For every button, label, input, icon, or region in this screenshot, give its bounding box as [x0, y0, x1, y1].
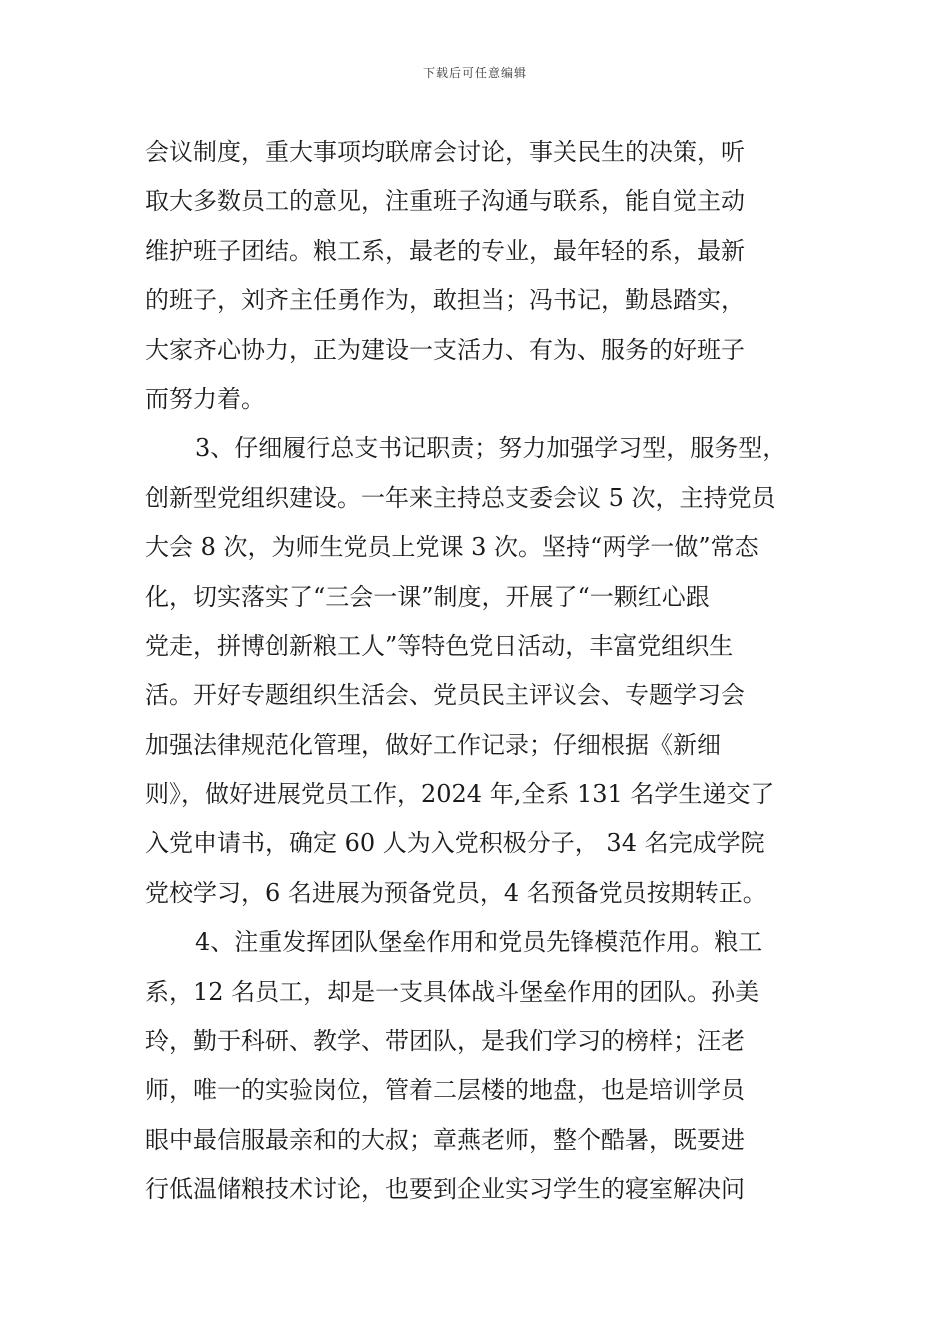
text-line: 党走，拼博创新粮工人”等特色党日活动，丰富党组织生	[145, 631, 734, 660]
text-line: 的班子，刘齐主任勇作为，敢担当；冯书记，勤恳踏实，	[145, 286, 745, 315]
text-line: 化，切实落实了“三会一课”制度，开展了“一颗红心跟	[145, 582, 710, 611]
text-line: 党校学习，6 名进展为预备党员，4 名预备党员按期转正。	[145, 878, 767, 907]
text-line: 眼中最信服最亲和的大叔；章燕老师，整个酷暑，既要进	[145, 1125, 745, 1154]
body-text	[145, 128, 830, 1215]
text-line: 大家齐心协力，正为建设一支活力、有为、服务的好班子	[145, 335, 745, 364]
text-line: 系，12 名员工，却是一支具体战斗堡垒作用的团队。孙美	[145, 977, 760, 1006]
text-line: 活。开好专题组织生活会、党员民主评议会、专题学习会	[145, 681, 745, 710]
text-line: 创新型党组织建设。一年来主持总支委会议 5 次，主持党员	[145, 483, 776, 512]
text-line: 而努力着。	[145, 384, 265, 413]
text-line: 维护班子团结。粮工系，最老的专业，最年轻的系，最新	[145, 236, 745, 265]
text-line: 则》，做好进展党员工作，2024 年,全系 131 名学生递交了	[145, 780, 775, 809]
paragraph-4-first-line: 4、注重发挥团队堡垒作用和党员先锋模范作用。粮工	[195, 928, 763, 957]
text-line: 玲，勤于科研、教学、带团队，是我们学习的榜样；汪老	[145, 1027, 745, 1056]
text-line: 会议制度，重大事项均联席会讨论，事关民生的决策，听	[145, 138, 745, 166]
page-header: 下载后可任意编辑	[422, 66, 527, 80]
text-line: 行低温储粮技术讨论，也要到企业实习学生的寝室解决问	[145, 1175, 745, 1204]
text-line: 加强法律规范化管理，做好工作记录；仔细根据《新细	[145, 730, 721, 759]
text-line: 入党申请书，确定 60 人为入党积极分子， 34 名完成学院	[145, 829, 765, 858]
text-line: 取大多数员工的意见，注重班子沟通与联系，能自觉主动	[145, 187, 745, 216]
text-line: 师，唯一的实验岗位，管着二层楼的地盘，也是培训学员	[145, 1076, 745, 1105]
text-line: 大会 8 次，为师生党员上党课 3 次。坚持“两学一做”常态	[145, 533, 759, 562]
paragraph-3-first-line: 3、仔细履行总支书记职责；努力加强学习型，服务型，	[195, 434, 787, 463]
